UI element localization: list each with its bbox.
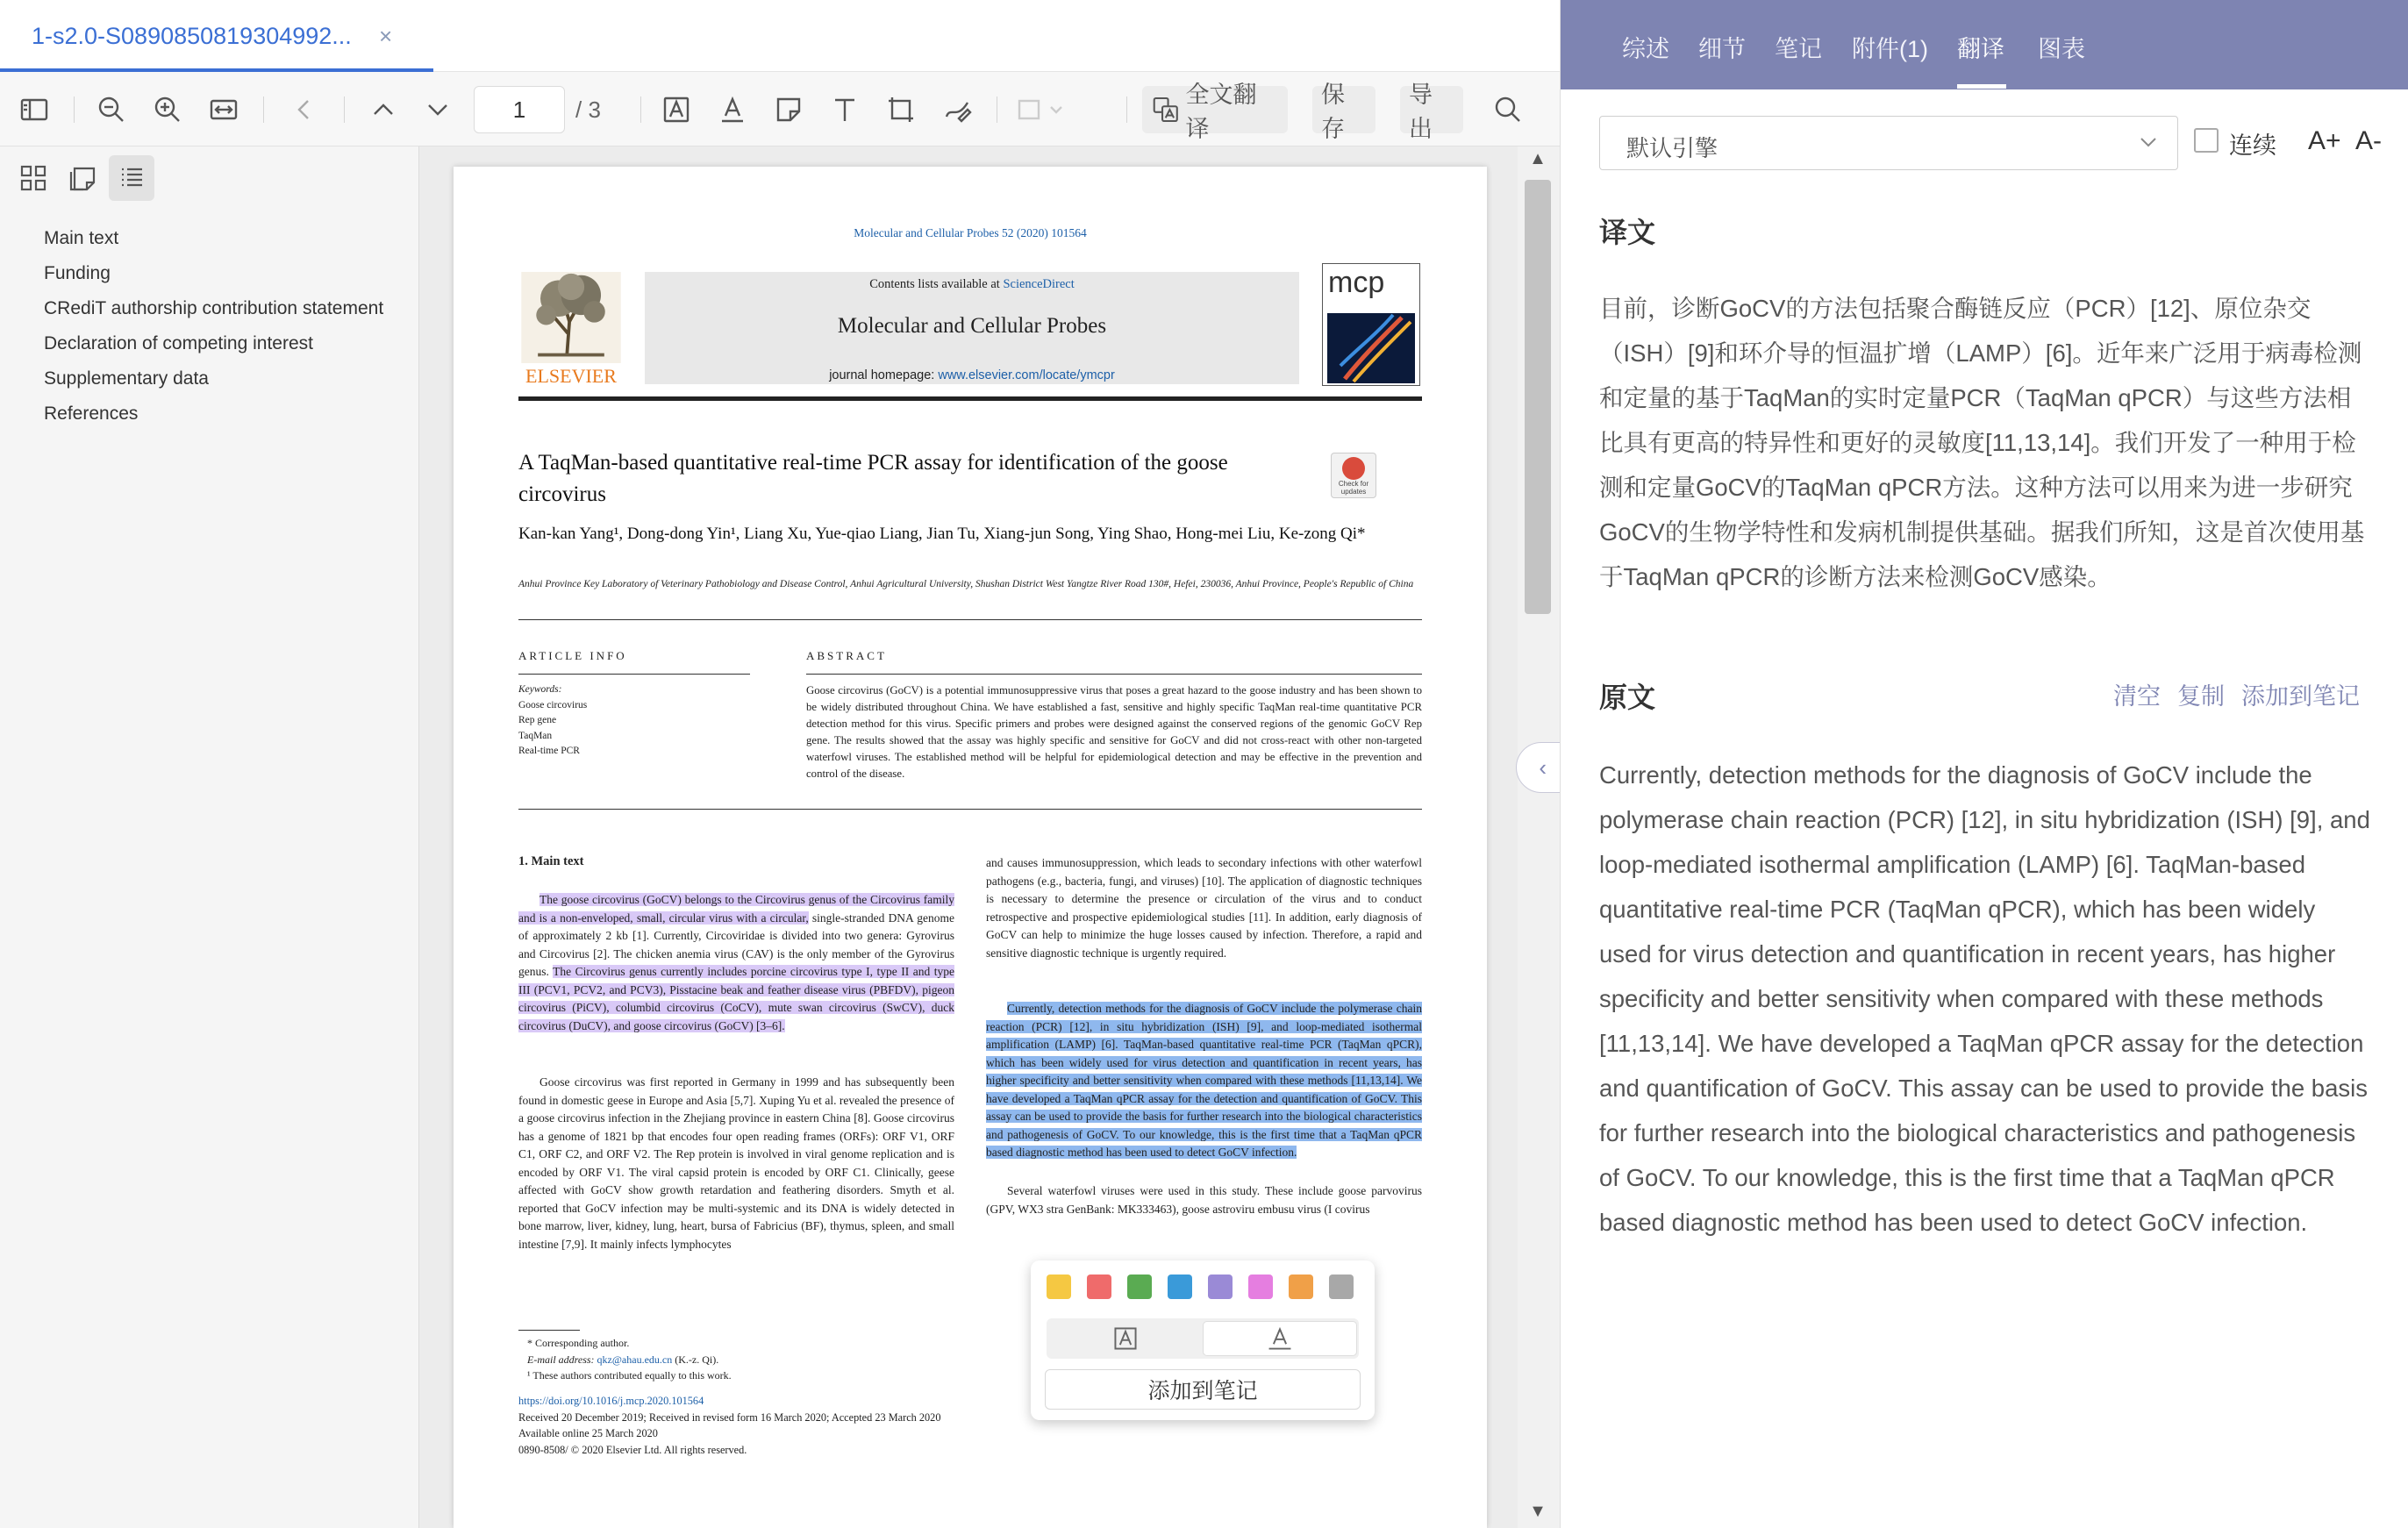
journal-reference: Molecular and Cellular Probes 52 (2020) 101564 (854, 226, 1087, 239)
info-panel (1560, 0, 2408, 1528)
draw-icon[interactable] (937, 88, 977, 132)
cover-image (1327, 313, 1415, 383)
elsevier-logo (518, 272, 624, 387)
full-text-translate-label: 全文翻译 (1185, 82, 1257, 142)
full-text-translate-button[interactable] (1142, 82, 1288, 142)
font-decrease-button[interactable]: A- (2355, 126, 2382, 155)
color-swatch-gray[interactable] (1329, 1275, 1354, 1299)
highlight-text-icon[interactable] (656, 88, 697, 132)
highlight-text-icon (1111, 1325, 1140, 1353)
active-tab-indicator (1957, 84, 2006, 89)
thumbnails-icon[interactable] (11, 155, 56, 201)
keyword-item: TaqMan (518, 730, 553, 741)
panel-tab-bar (1561, 0, 2408, 89)
article-info-rule (518, 674, 750, 675)
publisher-name: ELSEVIER (525, 365, 617, 387)
toggle-sidebar-icon[interactable] (14, 88, 54, 132)
copy-button[interactable]: 复制 (2177, 683, 2225, 710)
col1-text-1: single-stranded DNA genome of approximately 2 kb [1]. Currently, Circoviridae is divided into two genera: Gyrovirus and Circovirus [2]. The chicken anemia virus (CAV) is the only member of the Gyrovirus genus. (518, 910, 954, 978)
affiliation-rule (518, 619, 1422, 620)
page-total: / 3 (575, 96, 601, 123)
check-updates-icon (1342, 457, 1365, 480)
document-tab[interactable] (0, 0, 433, 72)
header-rule (518, 396, 1422, 401)
chevron-left-icon[interactable]: ‹ (1539, 753, 1547, 781)
page-number-input[interactable]: 1 (474, 86, 565, 133)
journal-name: Molecular and Cellular Probes (837, 314, 1107, 338)
chevron-down-icon (2135, 129, 2161, 155)
scroll-up-icon[interactable]: ▲ (1529, 149, 1547, 168)
cover-logo: mcp (1328, 266, 1385, 299)
color-swatch-purple[interactable] (1208, 1275, 1233, 1299)
tab-attachments[interactable]: 附件(1) (1852, 36, 1928, 62)
export-button[interactable]: 导出 (1400, 86, 1463, 133)
journal-cover (1322, 263, 1420, 386)
doi-link[interactable]: https://doi.org/10.1016/j.mcp.2020.101564 (518, 1395, 704, 1407)
save-button[interactable]: 保存 (1312, 86, 1375, 133)
original-text: Currently, detection methods for the diagnosis of GoCV include the polymerase chain reaction (PCR) [12], in situ hybridization (ISH) [9], and loop-mediated isothermal amplification (LAMP) [6]. TaqMan-based quantitative real-time PCR (TaqMan qPCR), which has been widely used for virus detection and quantification in recent years, has higher specificity and better sensitivity when compared with these methods [11,13,14]. We have developed a TaqMan qPCR assay for the detection and quantification of GoCV. This assay can be used to provide the basis for further research into the biological characteristics and pathogenesis of GoCV. To our knowledge, this is the first time that a TaqMan qPCR based diagnostic method has been used to detect GoCV infection. (1599, 761, 2370, 1236)
outline-item-supplementary[interactable]: Supplementary data (44, 368, 209, 389)
abstract-bottom-rule (518, 809, 1422, 810)
section-heading: 1. Main text (518, 854, 584, 868)
clear-button[interactable]: 清空 (2113, 683, 2161, 710)
next-page-icon[interactable] (418, 88, 458, 132)
journal-banner (645, 272, 1299, 384)
body-col2-paragraph3: Several waterfowl viruses were used in this study. These include goose parvovirus (GPV, WX3 stra GenBank: MK333463), goose astroviru embusu virus (I covirus (986, 1184, 1422, 1216)
continuous-label: 连续 (2229, 132, 2276, 159)
popup-add-to-note-button[interactable]: 添加到笔记 (1045, 1369, 1361, 1410)
engine-selected-value: 默认引擎 (1626, 135, 1718, 161)
outline-icon[interactable] (109, 155, 154, 201)
keyword-item: Goose circovirus (518, 699, 588, 710)
abstract-text: Goose circovirus (GoCV) is a potential immunosuppressive virus that poses a great hazard to the goose industry and has been shown to be widely distributed throughout China. We have established a fast, sensitive and highly specific TaqMan real-time quantitative PCR detection method for this virus. Specific primers and probes were designed against the conserved regions of the genomic GoCV Rep gene. The results showed that the assay was highly specific and sensitive for GoCV and did not cross-react with other non-targeted waterfowl viruses. The established method will be helpful for epidemiological detection and may be effective in the prevention and control of the disease. (806, 684, 1422, 780)
article-affiliation: Anhui Province Key Laboratory of Veterinary Pathobiology and Disease Control, Anhui Agricultural University, Shushan District West Yangtze River Road 130#, Hefei, 230036, Anhui Province, People's Republic of China (518, 579, 1414, 589)
footnote-rule (518, 1330, 580, 1331)
highlight-blue-selection[interactable]: Currently, detection methods for the diagnosis of GoCV include the polymerase chain reaction (PCR) [12], in situ hybridization (ISH) [9], and loop-mediated isothermal amplification (LAMP) [6]. TaqMan-based quantitative real-time PCR (TaqMan qPCR), which has been widely used for virus detection and quantification in recent years, has higher specificity and better sensitivity when compared with these methods [11,13,14]. We have developed a TaqMan qPCR assay for the detection and quantification of GoCV. This assay can be used to provide the basis for further research into the biological characteristics and pathogenesis of GoCV. To our knowledge, this is the first time that a TaqMan qPCR based diagnostic method has been used to detect GoCV infection. (986, 1002, 1422, 1159)
highlight-mode-button[interactable] (1048, 1321, 1203, 1356)
footnote-equal-contribution: ¹ These authors contributed equally to this work. (527, 1369, 732, 1382)
color-picker-icon[interactable] (1012, 88, 1072, 132)
available-online: Available online 25 March 2020 (518, 1427, 658, 1439)
scroll-down-icon[interactable]: ▼ (1529, 1502, 1547, 1521)
abstract-rule (806, 674, 1422, 675)
copyright: 0890-8508/ © 2020 Elsevier Ltd. All rights reserved. (518, 1443, 747, 1456)
abstract-heading: ABSTRACT (806, 649, 887, 662)
footnote-email (527, 1352, 1054, 1368)
search-icon[interactable] (1488, 88, 1528, 132)
area-select-icon[interactable] (881, 88, 921, 132)
color-swatch-pink[interactable] (1248, 1275, 1273, 1299)
outline-item-references[interactable]: References (44, 403, 139, 424)
zoom-in-icon[interactable] (147, 88, 188, 132)
text-tool-icon[interactable] (825, 88, 865, 132)
add-to-note-button[interactable]: 添加到笔记 (2241, 683, 2360, 710)
underline-text-icon (1266, 1325, 1294, 1353)
body-col2-paragraph1: and causes immunosuppression, which leads to secondary infections with other waterfowl pathogens (e.g., bacteria, fungi, and viruses) [10]. The application of diagnostic techniques is necessary to determine the presence or circulation of the virus and to conduct retrospective and prospective epidemiological studies [11]. In addition, early diagnosis of GoCV can help to minimize the huge losses caused by infection. Therefore, a rapid and sensitive diagnostic technique is urgently required. (986, 856, 1422, 960)
translate-icon (1151, 95, 1181, 125)
homepage-link[interactable]: www.elsevier.com/locate/ymcpr (938, 368, 1115, 382)
color-swatch-orange[interactable] (1289, 1275, 1313, 1299)
previous-page-icon[interactable] (363, 88, 404, 132)
annotation-popup (1031, 1260, 1375, 1420)
color-swatch-green[interactable] (1127, 1275, 1152, 1299)
outline-panel (0, 146, 419, 1528)
keyword-item: Real-time PCR (518, 746, 580, 756)
tab-figures[interactable]: 图表 (2038, 36, 2085, 62)
back-icon[interactable] (284, 88, 325, 132)
tab-translate[interactable]: 翻译 (1957, 36, 2004, 62)
underline-text-icon[interactable] (712, 88, 753, 132)
body-col2-paragraph2 (986, 1000, 1422, 1162)
scrollbar-thumb[interactable] (1525, 180, 1551, 614)
homepage-prefix: journal homepage: (829, 368, 939, 382)
body-col1-paragraph1 (518, 891, 954, 1035)
contents-line (645, 277, 1299, 292)
homepage-line (645, 368, 1299, 382)
translation-text: 目前，诊断GoCV的方法包括聚合酶链反应（PCR）[12]、原位杂交（ISH）[9]和环介导的恒温扩增（LAMP）[6]。近年来广泛用于病毒检测和定量的基于TaqMan的实时定量PCR（TaqMan qPCR）与这些方法相比具有更高的特异性和更好的灵敏度[11,13,14]。我们开发了一种用于检测和定量GoCV的TaqMan qPCR方法。这种方法可以用来为进一步研究GoCV的生物学特性和发病机制提供基础。据我们所知，这是首次使用基于TaqMan qPCR的诊断方法来检测GoCV感染。 (1599, 295, 2365, 590)
footnote-email-label: E-mail address: (527, 1353, 597, 1366)
outline-list (44, 227, 404, 438)
outline-item-competing-interest[interactable]: Declaration of competing interest (44, 333, 313, 353)
document-tab-title: 1-s2.0-S0890850819304992... (32, 23, 352, 49)
outline-item-credit[interactable]: CRediT authorship contribution statement (44, 298, 384, 318)
color-swatch-blue[interactable] (1168, 1275, 1192, 1299)
toolbar (0, 72, 1560, 146)
close-icon[interactable]: × (379, 23, 393, 49)
highlight-purple-2[interactable]: The Circovirus genus currently includes porcine circovirus type I, type II and type III (PCV1, PCV2, and PCV3), Pisstacine beak and feather disease virus (PBFDV), pigeon circovirus (PiCV), columbid circovirus (CoCV), mute swan circovirus (SwCV), duck circovirus (DuCV), and goose circovirus (GoCV) [3–6]. (518, 965, 954, 1032)
article-title: A TaqMan-based quantitative real-time PCR assay for identification of the goose circovirus (518, 451, 1228, 506)
continuous-checkbox[interactable] (2194, 128, 2219, 153)
underline-mode-button[interactable] (1203, 1321, 1357, 1356)
fit-width-icon[interactable] (204, 88, 244, 132)
original-heading: 原文 (1599, 682, 1656, 713)
zoom-out-icon[interactable] (91, 88, 132, 132)
body-col1-paragraph2: Goose circovirus was first reported in Germany in 1999 and has subsequently been found in domestic geese in Europe and Asia [5,7]. Xuping Yu et al. revealed the presence of a goose circovirus infection in the Zhejiang province in eastern China [8]. Goose circovirus has a genome of 1821 bp that encodes four open reading frames (ORFs): ORF V1, ORF C1, ORF C2, and ORF V2. The Rep protein is involved in viral genome replication and is encoded by ORF V1. The viral capsid protein is encoded by ORF C1. Clinically, geese affected with GoCV show growth retardation and feathering disorders. Smyth et al. reported that GoCV infection may be multi-systemic and its DNA is widely detected in bone marrow, liver, kidney, lung, heart, bursa of Fabricius (BF), thymus, spleen, and small intestine [7,9]. It mainly infects lymphocytes (518, 1075, 954, 1251)
elsevier-tree-icon (518, 272, 624, 363)
annotations-icon[interactable] (60, 155, 105, 201)
footnotes (527, 1335, 1054, 1384)
footnote-corresponding: * Corresponding author. (527, 1337, 630, 1349)
keyword-item: Rep gene (518, 715, 557, 725)
tab-notes[interactable]: 笔记 (1775, 36, 1822, 62)
keywords-label: Keywords: (518, 684, 562, 695)
sciencedirect-link[interactable]: ScienceDirect (1003, 277, 1075, 291)
note-icon[interactable] (768, 88, 809, 132)
highlight-purple-1[interactable]: The goose circovirus (GoCV) belongs to the Circovirus genus of the Circovirus family and is a non-enveloped, small, circular virus with a circular, (518, 893, 954, 925)
color-swatch-yellow[interactable] (1047, 1275, 1071, 1299)
article-authors: Kan-kan Yang¹, Dong-dong Yin¹, Liang Xu, Yue-qiao Liang, Jian Tu, Xiang-jun Song, Ying Shao, Hong-mei Liu, Ke-zong Qi* (518, 525, 1366, 543)
translation-heading: 译文 (1599, 217, 1656, 248)
tab-details[interactable]: 细节 (1698, 36, 1746, 62)
check-updates-badge[interactable] (1331, 453, 1376, 498)
translation-engine-select[interactable] (1599, 116, 2178, 170)
annotation-type-toggle (1047, 1318, 1359, 1359)
contents-prefix: Contents lists available at (869, 277, 1004, 291)
article-info-heading: ARTICLE INFO (518, 649, 627, 662)
check-updates-label: Check for updates (1338, 480, 1369, 496)
tab-bar (0, 0, 1560, 72)
email-link[interactable]: qkz@ahau.edu.cn (597, 1353, 673, 1366)
color-swatch-red[interactable] (1087, 1275, 1111, 1299)
tab-summary[interactable]: 综述 (1622, 36, 1669, 62)
font-increase-button[interactable]: A+ (2308, 126, 2341, 155)
outline-item-funding[interactable]: Funding (44, 263, 111, 283)
outline-item-main-text[interactable]: Main text (44, 228, 119, 248)
keywords-block (518, 682, 750, 760)
received-dates: Received 20 December 2019; Received in revised form 16 March 2020; Accepted 23 March 2020 (518, 1410, 941, 1424)
footnote-email-suffix: (K.-z. Qi). (672, 1353, 719, 1366)
